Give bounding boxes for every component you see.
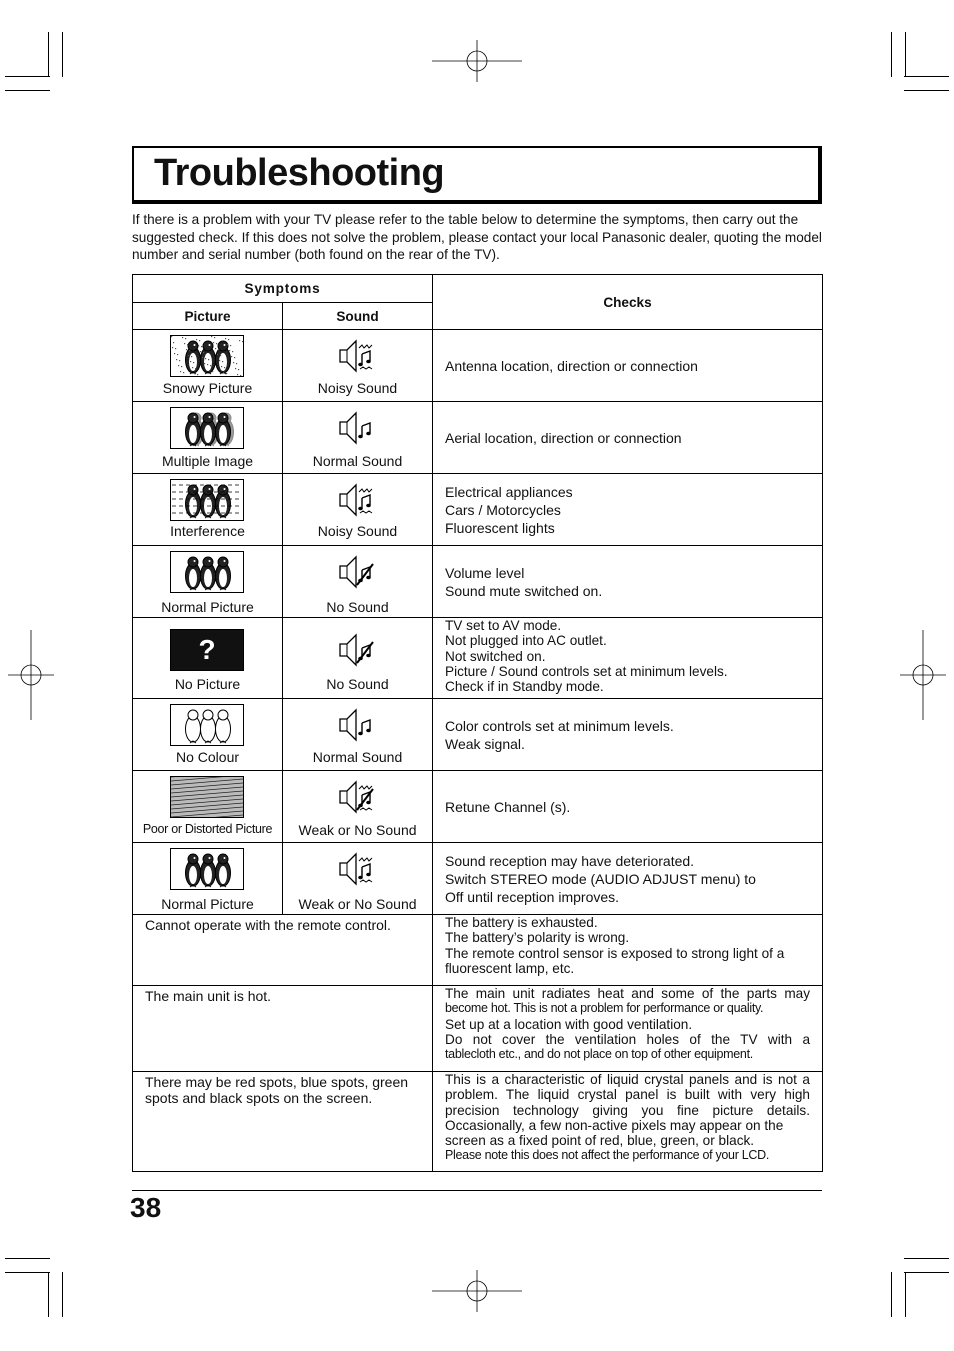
sound-symptom-cell <box>283 474 433 546</box>
normal-picture-icon <box>170 551 244 593</box>
sound-label: Weak or No Sound <box>298 822 417 838</box>
header-sound: Sound <box>283 303 433 330</box>
snowy-picture-icon <box>170 335 244 377</box>
check-item: TV set to AV mode. <box>445 618 562 633</box>
multiple-image-icon <box>170 407 244 449</box>
picture-symptom-cell <box>133 546 283 618</box>
intro-paragraph: If there is a problem with your TV please refer to the table below to determine the symptoms, then carry out the suggested check. If this does not solve the problem, please contact your local Panasonic dealer, quoting the model number and serial number (both found on the rear of the TV). <box>132 212 822 262</box>
check-item: become hot. This is not a problem for performance or quality. <box>445 1001 764 1016</box>
checks-cell <box>433 915 823 986</box>
registration-mark-bottom <box>432 1270 522 1312</box>
table-row <box>133 402 823 474</box>
noisy-sound-icon <box>335 336 375 376</box>
symptom-cell: There may be red spots, blue spots, green spots and black spots on the screen. <box>133 1072 433 1172</box>
checks-cell <box>433 402 823 474</box>
checks-cell <box>433 1072 823 1172</box>
no-colour-icon <box>170 704 244 746</box>
sound-symptom-cell <box>283 330 433 402</box>
check-item: Cars / Motorcycles <box>445 501 561 518</box>
check-item: Fluorescent lights <box>445 519 555 536</box>
title-box <box>132 146 822 204</box>
sound-label: No Sound <box>326 676 389 692</box>
picture-label: No Picture <box>174 676 241 692</box>
check-item: The battery is exhausted. <box>445 915 598 930</box>
sound-symptom-cell <box>283 402 433 474</box>
sound-label: Normal Sound <box>312 453 403 469</box>
picture-label: Normal Picture <box>161 896 254 912</box>
check-item: tablecloth etc., and do not place on top of other equipment. <box>445 1047 753 1062</box>
checks-cell <box>433 699 823 771</box>
sound-symptom-cell <box>283 699 433 771</box>
sound-symptom-cell <box>283 546 433 618</box>
normal-sound-icon <box>335 705 375 745</box>
interference-icon <box>170 479 244 521</box>
sound-label: Weak or No Sound <box>298 896 417 912</box>
check-item: Not plugged into AC outlet. <box>445 633 607 649</box>
picture-symptom-cell <box>133 843 283 915</box>
question-mark-symbol: ? <box>198 634 216 665</box>
picture-symptom-cell <box>133 402 283 474</box>
check-item: Do not cover the ventilation holes of the TV with a <box>445 1031 810 1047</box>
check-item: The battery’s polarity is wrong. <box>445 930 630 946</box>
sound-label: Noisy Sound <box>317 523 398 539</box>
no-picture-icon <box>170 629 244 671</box>
checks-cell <box>433 546 823 618</box>
header-picture: Picture <box>133 303 283 330</box>
table-row <box>133 546 823 618</box>
table-row <box>133 771 823 843</box>
picture-label: Snowy Picture <box>162 380 253 396</box>
header-symptoms: Symptoms <box>133 275 433 303</box>
sound-symptom-cell <box>283 843 433 915</box>
picture-symptom-cell <box>133 699 283 771</box>
check-item: Weak signal. <box>445 735 525 752</box>
check-item: Color controls set at minimum levels. <box>445 717 674 734</box>
check-item: Set up at a location with good ventilation. <box>445 1016 693 1032</box>
check-item: The remote control sensor is exposed to strong light of a fluorescent lamp, etc. <box>445 945 785 976</box>
table-row <box>133 474 823 546</box>
checks-cell <box>433 618 823 699</box>
table-row <box>133 915 823 986</box>
noisy-sound-icon <box>335 849 375 889</box>
registration-mark-top <box>432 40 522 82</box>
sound-label: No Sound <box>326 599 389 615</box>
check-item: problem. The liquid crystal panel is built with very high <box>445 1087 810 1103</box>
check-item: Picture / Sound controls set at minimum levels. <box>445 663 728 679</box>
page-title: Troubleshooting <box>154 152 445 194</box>
check-item: Please note this does not affect the performance of your LCD. <box>445 1148 770 1163</box>
check-item: Antenna location, direction or connection <box>445 357 698 374</box>
picture-label: Poor or Distorted Picture <box>142 822 273 836</box>
picture-symptom-cell <box>133 474 283 546</box>
table-row <box>133 699 823 771</box>
checks-cell <box>433 843 823 915</box>
picture-label: Normal Picture <box>161 599 254 615</box>
picture-symptom-cell <box>133 618 283 699</box>
symptom-cell: The main unit is hot. <box>133 986 433 1072</box>
table-row <box>133 618 823 699</box>
footer-rule <box>132 1190 822 1191</box>
checks-cell <box>433 986 823 1072</box>
check-item: This is a characteristic of liquid crystal panels and is not a <box>445 1072 810 1087</box>
check-item: precision technology giving you fine picture details. <box>445 1102 810 1118</box>
checks-cell <box>433 474 823 546</box>
table-row <box>133 986 823 1072</box>
check-item: Occasionally, a few non-active pixels may appear on the <box>445 1117 784 1133</box>
check-item: Off until reception improves. <box>445 888 620 905</box>
no-sound-icon <box>335 552 375 592</box>
table-row <box>133 1072 823 1172</box>
table-row <box>133 843 823 915</box>
noisy-sound-icon <box>335 480 375 520</box>
check-item: Switch STEREO mode (AUDIO ADJUST menu) to <box>445 870 756 887</box>
check-item: The main unit radiates heat and some of the parts may <box>445 986 810 1001</box>
table-row <box>133 330 823 402</box>
registration-mark-right <box>900 630 946 720</box>
sound-symptom-cell <box>283 771 433 843</box>
page-number: 38 <box>130 1192 162 1223</box>
picture-label: Multiple Image <box>161 453 254 469</box>
registration-mark-left <box>8 630 54 720</box>
distorted-picture-icon <box>170 776 244 818</box>
check-item: Electrical appliances <box>445 483 573 500</box>
check-item: Sound mute switched on. <box>445 582 603 599</box>
picture-symptom-cell <box>133 330 283 402</box>
symptom-cell: Cannot operate with the remote control. <box>133 915 433 986</box>
checks-cell <box>433 330 823 402</box>
picture-label: No Colour <box>175 749 240 765</box>
check-item: Volume level <box>445 564 525 581</box>
check-item: Check if in Standby mode. <box>445 679 604 695</box>
normal-sound-icon <box>335 408 375 448</box>
sound-label: Normal Sound <box>312 749 403 765</box>
check-item: Not switched on. <box>445 648 546 664</box>
picture-label: Interference <box>170 523 245 539</box>
weak-sound-icon <box>335 777 375 817</box>
no-sound-icon <box>335 630 375 670</box>
picture-symptom-cell <box>133 771 283 843</box>
normal-picture-icon <box>170 848 244 890</box>
troubleshooting-table <box>132 274 823 1172</box>
check-item: Aerial location, direction or connection <box>445 429 682 446</box>
sound-label: Noisy Sound <box>317 380 398 396</box>
check-item: screen as a fixed point of red, blue, green, or black. <box>445 1133 755 1149</box>
check-item: Retune Channel (s). <box>445 798 571 815</box>
sound-symptom-cell <box>283 618 433 699</box>
check-item: Sound reception may have deteriorated. <box>445 852 695 869</box>
header-checks: Checks <box>433 275 823 330</box>
checks-cell <box>433 771 823 843</box>
